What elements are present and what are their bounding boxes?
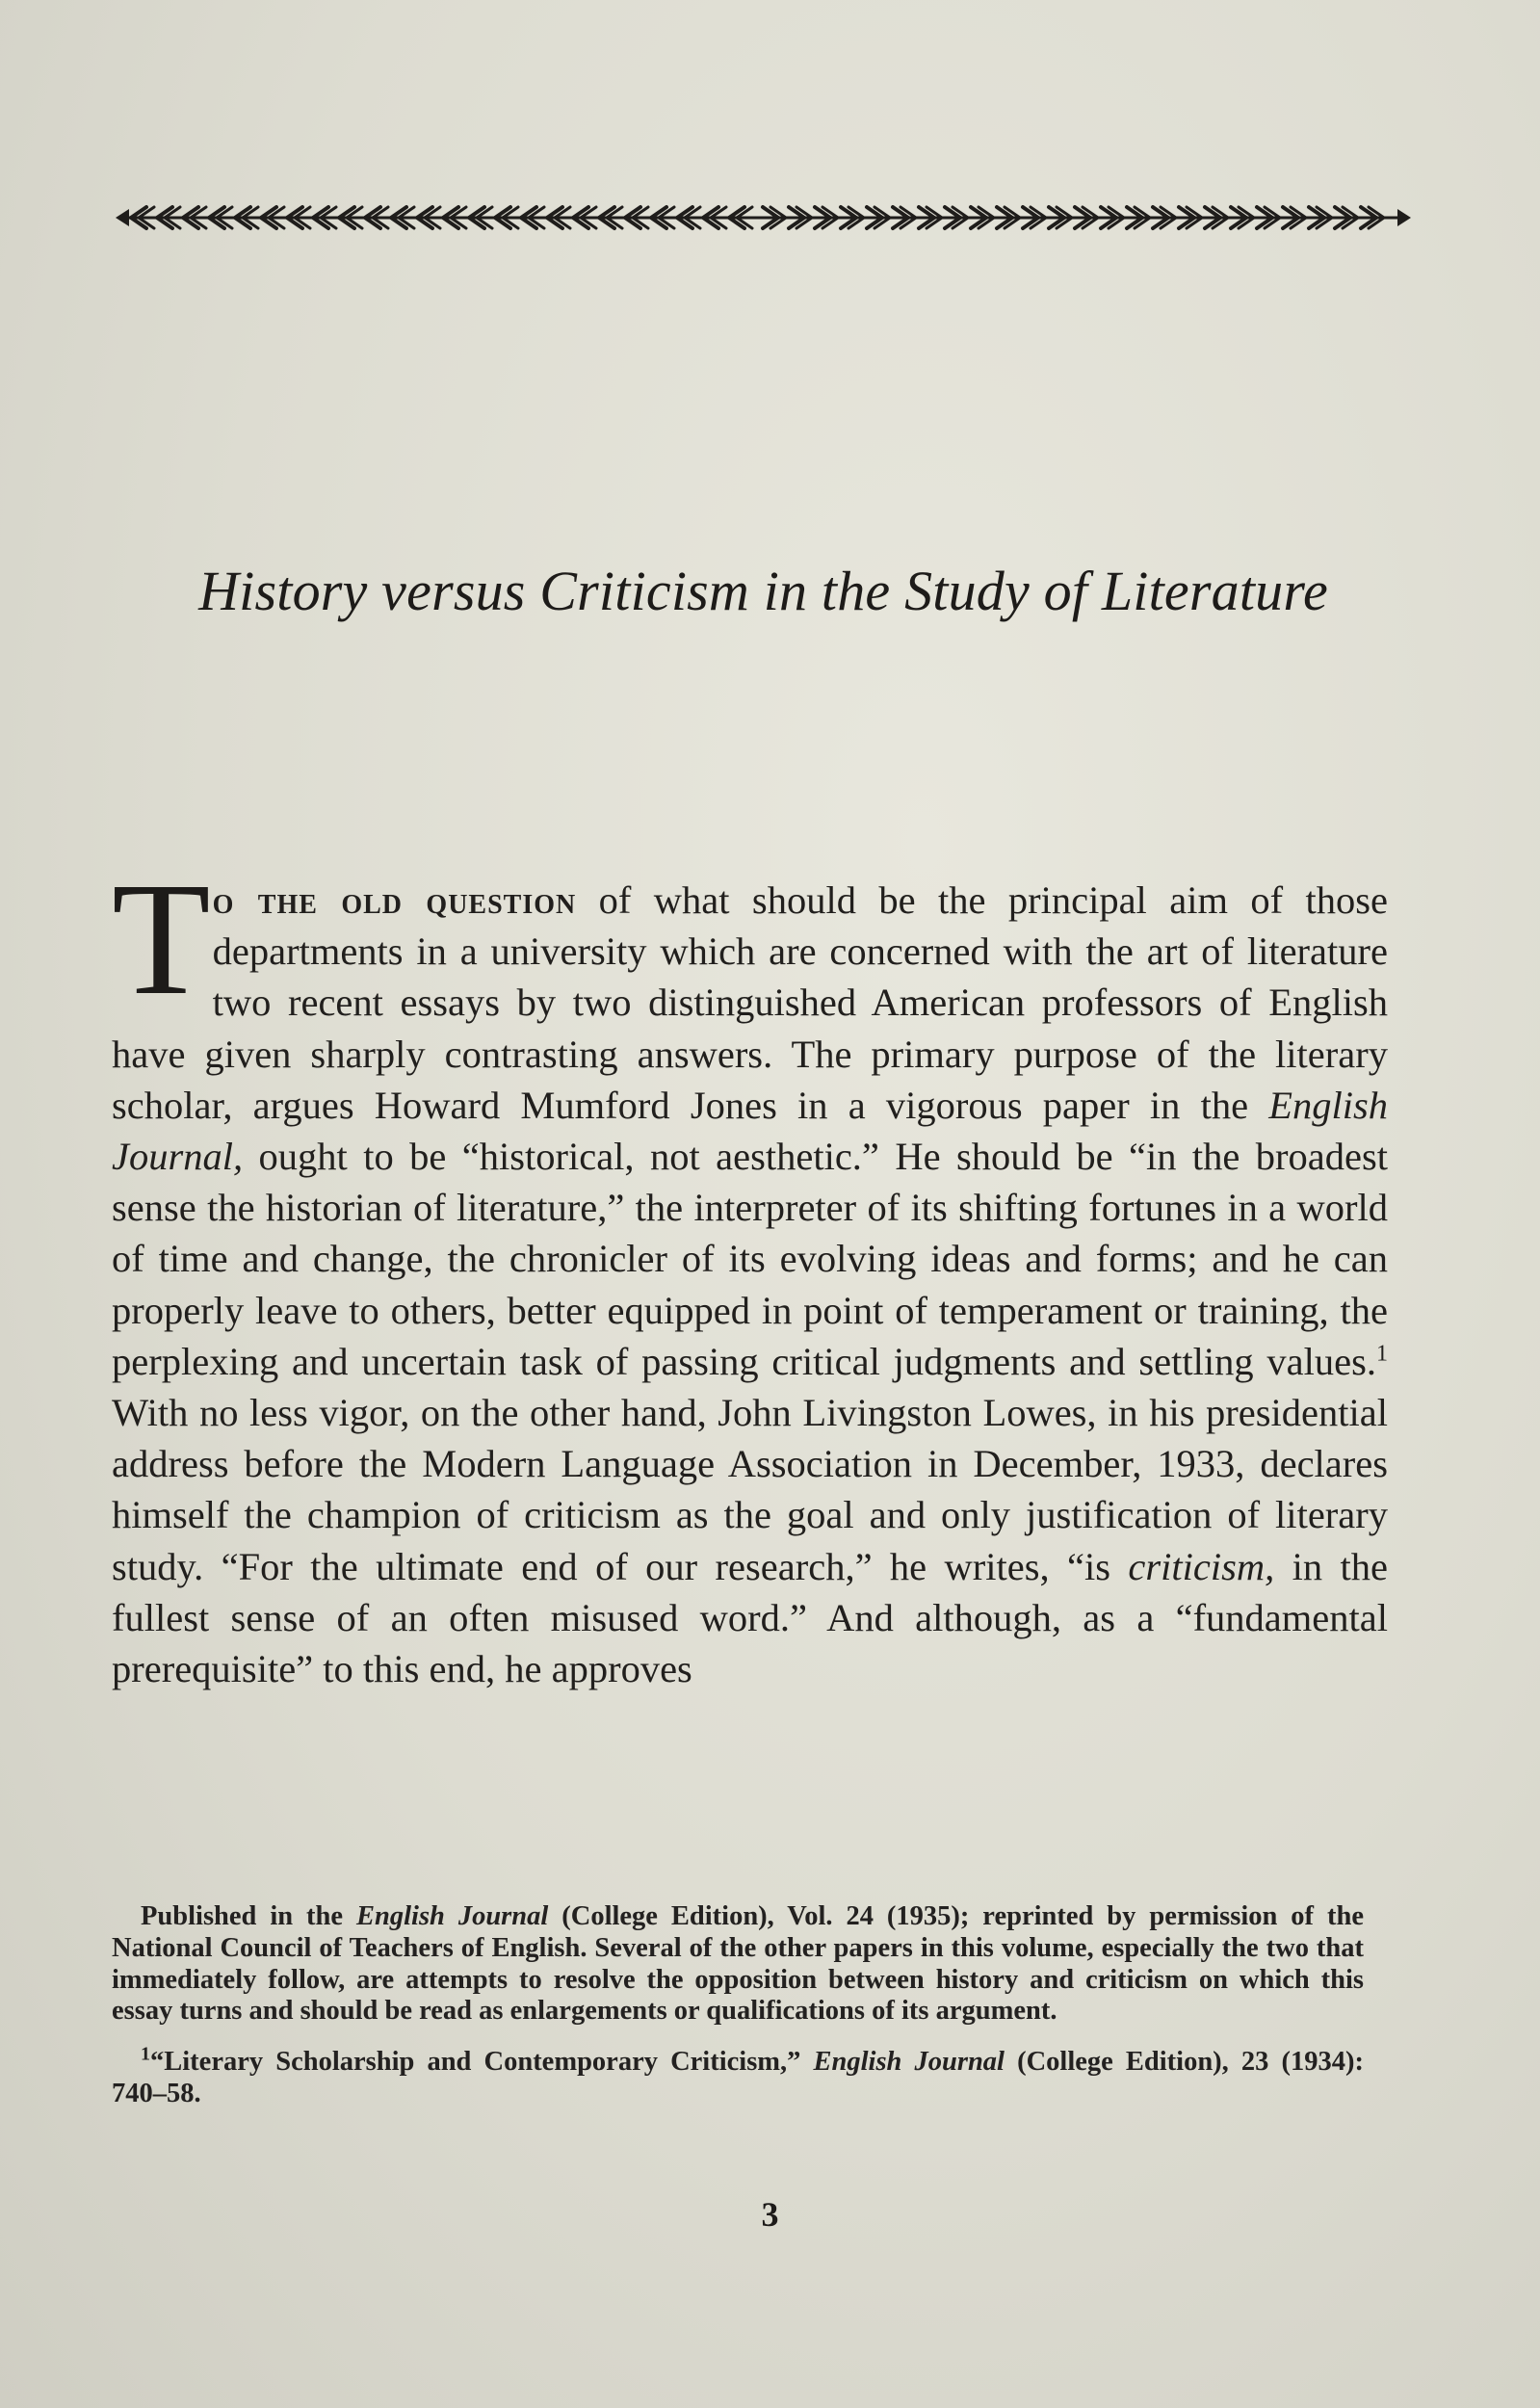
footnote-1-text-a: “Literary Scholarship and Contemporary Criticism,” xyxy=(150,2047,814,2078)
body-paragraph xyxy=(112,850,1388,1694)
publication-note-text-a: Published in the xyxy=(141,1901,356,1931)
footnote-reference: 1 xyxy=(1376,1341,1388,1367)
body-text-1: of what should be the principal aim of those departments in a university which are concerned with the art of literature two recent essays by two distinguished American professors of English have given sharply contrasting answers. The primary purpose of the literary scholar, argues Howard Mumford Jones in a vigorous paper in the xyxy=(112,878,1388,1127)
body-text-3: With no less vigor, on the other hand, John Livingston Lowes, in his presidential address before the Modern Language Association in December, 1933, declares himself the champion of criticism as the goal and only justification of literary study. “For the ultimate end of our research,” he writes, “is xyxy=(112,1391,1388,1588)
footnote-1 xyxy=(112,2043,1364,2110)
publication-note-text-b: (College Edition), Vol. 24 (1935); reprinted by permission of the National Council of Teachers of English. Several of the other papers in this volume, especially the two that immediately follow, are attempts to resolve the opposition between history and criticism on which this essay turns and should be read as enlargements or qualifications of its argument. xyxy=(112,1901,1364,2027)
drop-cap: T xyxy=(112,850,211,1029)
body-text-4: in the fullest sense of an often misused word.” And although, as a “fundamental prerequisite” to this end, he approves xyxy=(112,1544,1388,1691)
footnote-1-text-b: (College Edition), 23 (1934): 740–58. xyxy=(112,2047,1364,2108)
footnote-1-number: 1 xyxy=(141,2043,150,2065)
chapter-title: History versus Criticism in the Study of Literature xyxy=(198,560,1328,622)
publication-note xyxy=(112,1901,1364,2028)
journal-title-italic: English Journal, xyxy=(112,1083,1388,1179)
criticism-italic: criticism, xyxy=(1128,1544,1275,1588)
lead-in-smallcaps: o the old question xyxy=(212,878,577,922)
footnotes xyxy=(112,1901,1364,2130)
page-number: 3 xyxy=(761,2195,779,2234)
ornament-rule xyxy=(116,198,1411,237)
publication-note-italic: English Journal xyxy=(356,1901,549,1931)
footnote-1-italic: English Journal xyxy=(813,2047,1005,2078)
ornament-arrow-icon xyxy=(116,198,1411,237)
body-text-2: ought to be “historical, not aesthetic.” He should be “in the broadest sense the historian of literature,” the interpreter of its shifting fortunes in a world of time and change, the chronicler of its evolving ideas and forms; and he can properly leave to others, better equipped in point of temperament or training, the perplexing and uncertain task of passing critical judgments and settling values. xyxy=(112,1135,1388,1383)
